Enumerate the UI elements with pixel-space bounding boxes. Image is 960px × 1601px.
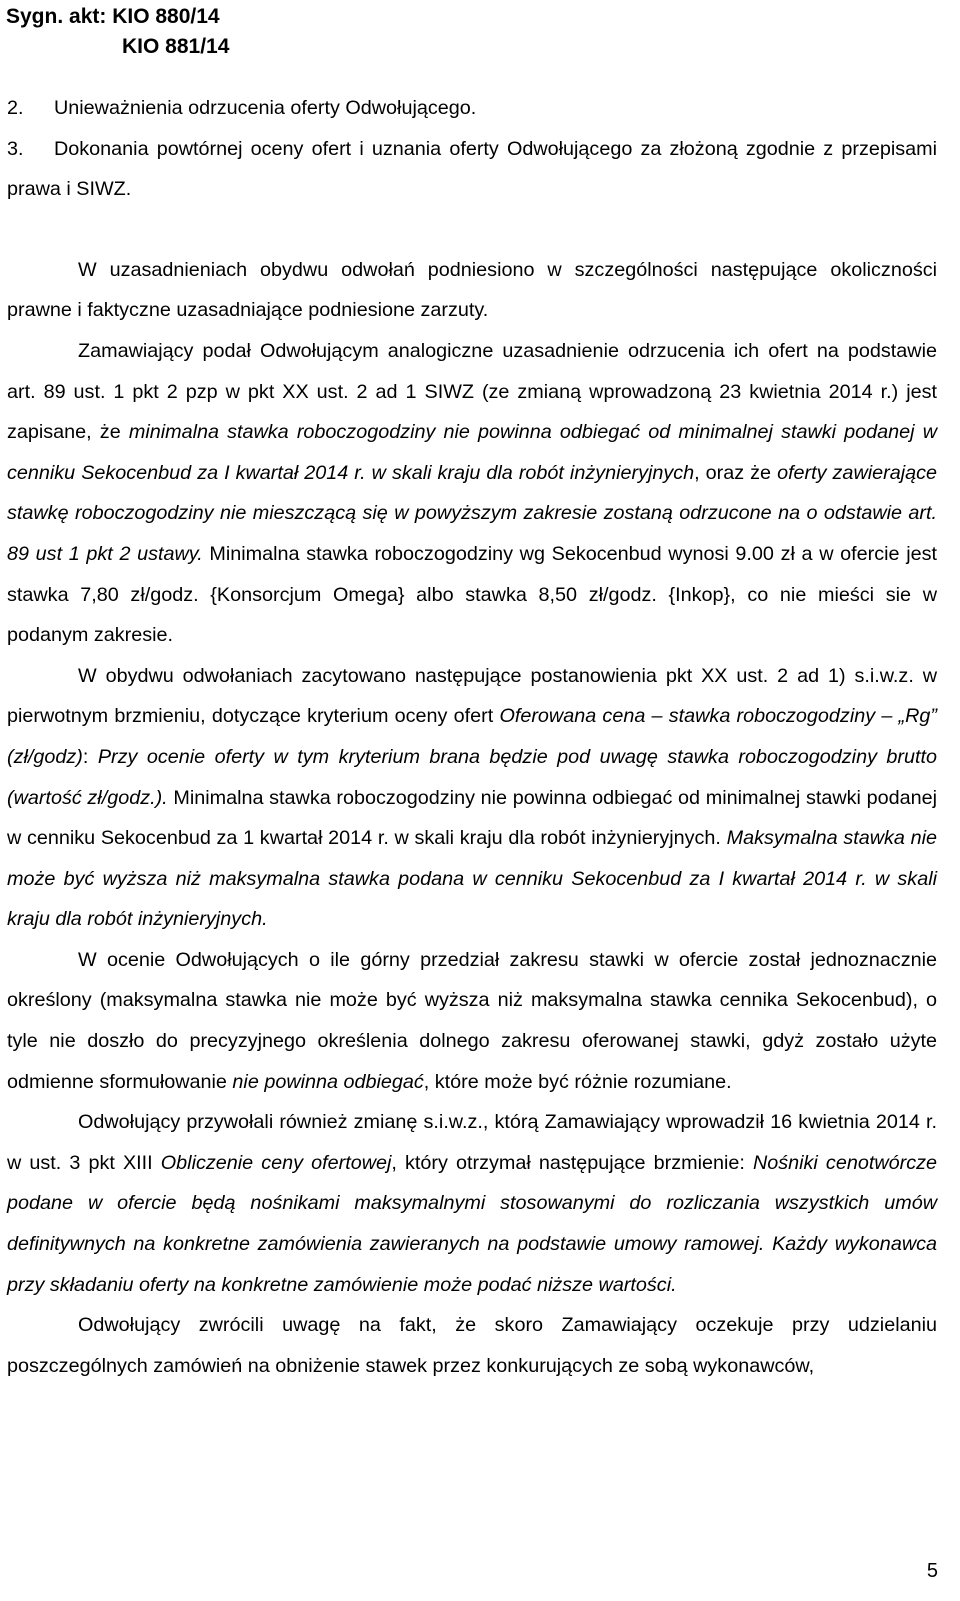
p2-italic-quote-1: minimalna stawka roboczogodziny nie powinna odbiegać od minimalnej stawki podanej w cenniku Sekocenbud za I kwartał 2014 r. w skali kraju dla robót inżynieryjnych [7,421,937,484]
paragraph-4 [7,940,937,1102]
p3-italic-criterion: Oferowana cena – stawka roboczogodziny – „Rg” (zł/godz) [7,705,937,768]
p5-italic-quote: Nośniki cenotwórcze podane w ofercie będą nośnikami maksymalnymi stosowanymi do rozliczania wszystkich umów definitywnych na konkretne zamówienia zawieranych na podstawie umowy ramowej. Każdy wykonawca przy składaniu oferty na konkretne zamówienie może podać niższe wartości. [7,1151,937,1296]
paragraph-2 [7,331,937,656]
p2-text: Minimalna stawka roboczogodziny wg Sekocenbud wynosi 9.00 zł a w ofercie jest stawka 7,80 zł/godz. {Konsorcjum Omega} albo stawka 8,50 zł/godz. {Inkop}, co nie mieści sie w podanym zakresie. [7,542,937,647]
p2-text: , oraz że [694,461,778,484]
p3-text: : [82,745,98,768]
list-item [7,88,937,129]
p5-text: Odwołujący przywołali również zmianę s.i.w.z., którą Zamawiający wprowadził 16 kwietnia 2014 r. w ust. 3 pkt XIII [7,1111,937,1174]
p5-text: , który otrzymał następujące brzmienie: [391,1151,753,1174]
page-number: 5 [926,1560,938,1582]
p4-text: , które może być różnie rozumiane. [423,1070,732,1093]
paragraph-5 [7,1102,937,1305]
case-signature-line-2: KIO 881/14 [122,35,230,58]
p3-italic-quote: Przy ocenie oferty w tym kryterium brana będzie pod uwagę stawka roboczogodziny brutto (wartość zł/godz.). [7,745,938,809]
p5-italic-title: Obliczenie ceny ofertowej [160,1151,392,1174]
paragraph-6: Odwołujący zwrócili uwagę na fakt, że skoro Zamawiający oczekuje przy udzielaniu poszczególnych zamówień na obniżenie stawek przez konkurujących ze sobą wykonawców, [7,1314,937,1377]
spacer [7,210,937,250]
case-signature-header [6,2,229,62]
p2-text: Zamawiający podał Odwołującym analogiczne uzasadnienie odrzucenia ich ofert na podstawie art. 89 ust. 1 pkt 2 pzp w pkt XX ust. 2 ad 1 SIWZ (ze zmianą wprowadzoną 23 kwietnia 2014 r.) jest zapisane, że [7,339,937,444]
document-body [7,88,937,1386]
paragraph-1: W uzasadnieniach obydwu odwołań podniesiono w szczególności następujące okoliczności prawne i faktyczne uzasadniające podniesione zarzuty. [7,258,937,322]
list-item [7,129,937,210]
p4-italic-phrase: nie powinna odbiegać [232,1070,424,1093]
list-item-text: Unieważnienia odrzucenia oferty Odwołującego. [54,97,477,119]
p2-italic-quote-2: oferty zawierające stawkę roboczogodziny nie mieszczącą się w powyższym zakresie zostaną odrzucone na o odstawie art. 89 ust 1 pkt 2 ustawy. [7,461,937,565]
p3-italic-quote-2: Maksymalna stawka nie może być wyższa niż maksymalna stawka podana w cenniku Sekocenbud za I kwartał 2014 r. w skali kraju dla robót inżynieryjnych. [7,827,937,931]
p3-text: W obydwu odwołaniach zacytowano następujące postanowienia pkt XX ust. 2 ad 1) s.i.w.z. w pierwotnym brzmieniu, dotyczące kryterium oceny ofert [7,664,937,728]
p4-text: W ocenie Odwołujących o ile górny przedział zakresu stawki w ofercie został jednoznacznie określony (maksymalna stawka nie może być wyższa niż maksymalna stawka cennika Sekocenbud), o tyle nie doszło do precyzyjnego określenia dolnego zakresu oferowanej stawki, gdyż zostało użyte odmienne sformułowanie [7,948,937,1093]
case-signature-line-1: Sygn. akt: KIO 880/14 [6,5,220,28]
list-item-number: 2. [7,97,24,119]
list-item-text: Dokonania powtórnej oceny ofert i uznania oferty Odwołującego za złożoną zgodnie z przepisami prawa i SIWZ. [7,137,937,201]
p3-text: Minimalna stawka roboczogodziny nie powinna odbiegać od minimalnej stawki podanej w cenniku Sekocenbud za 1 kwartał 2014 r. w skali kraju dla robót inżynieryjnych. [7,786,937,850]
list-item-number: 3. [7,137,24,160]
paragraph-3 [7,656,937,940]
